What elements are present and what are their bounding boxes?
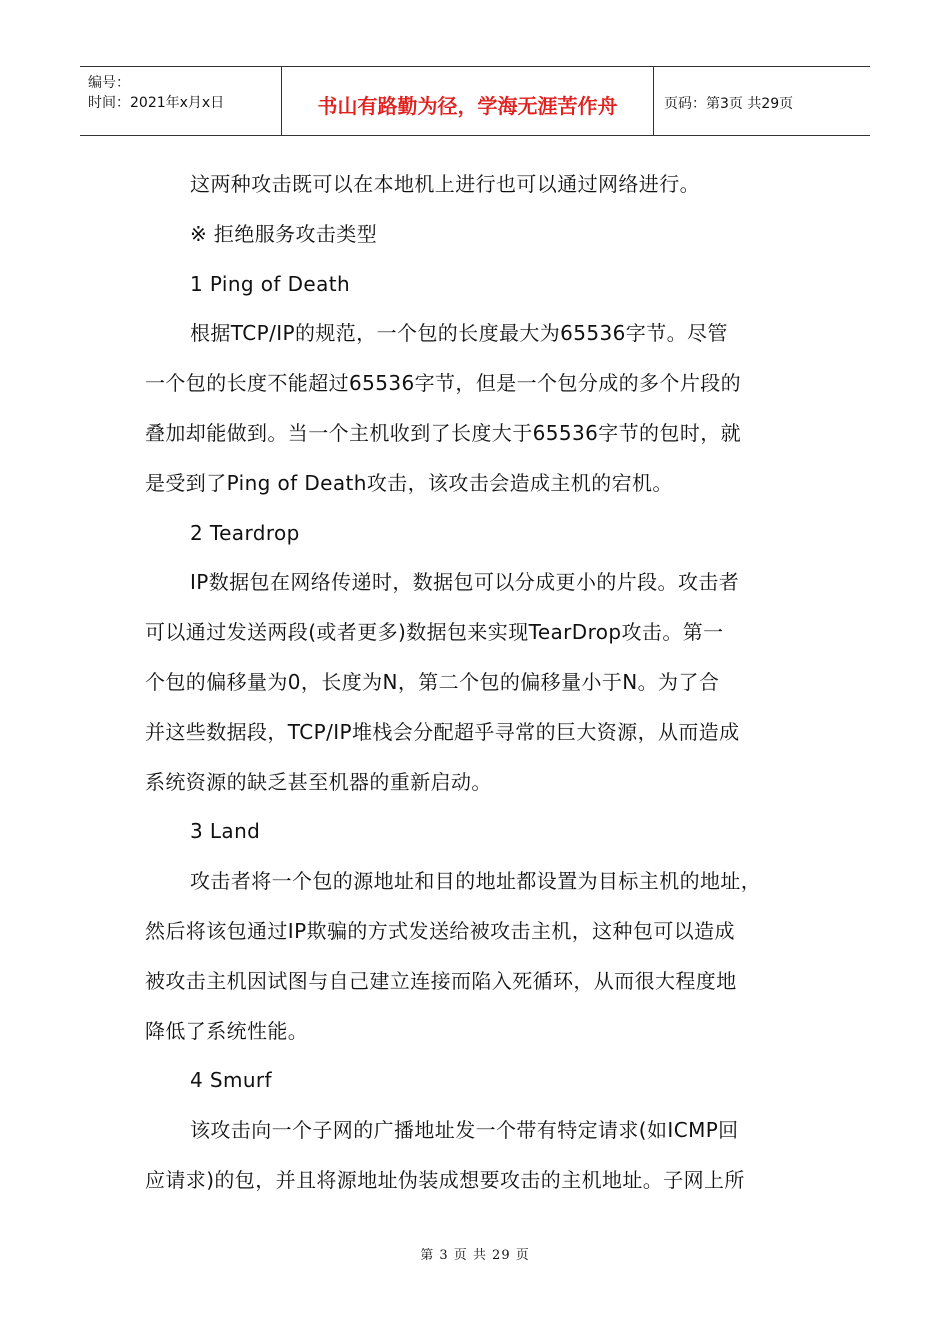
subsection-heading: 2 Teardrop [190, 520, 300, 545]
document-number-label: 编号： [88, 75, 130, 91]
body-line: 系统资源的缺乏甚至机器的重新启动。 [145, 769, 492, 794]
subsection-heading: 3 Land [190, 819, 261, 844]
page-footer: 第 3 页 共 29 页 [420, 1248, 530, 1263]
body-line: 被攻击主机因试图与自己建立连接而陷入死循环，从而很大程度地 [145, 968, 737, 993]
subsection-heading: 1 Ping of Death [190, 271, 351, 296]
body-line: 并这些数据段，TCP/IP堆栈会分配超乎寻常的巨大资源，从而造成 [145, 719, 740, 744]
body-line: 根据TCP/IP的规范，一个包的长度最大为65536字节。尽管 [190, 321, 728, 346]
body-line: 攻击者将一个包的源地址和目的地址都设置为目标主机的地址， [190, 869, 762, 894]
body-line: 个包的偏移量为0，长度为N，第二个包的偏移量小于N。为了合 [145, 669, 720, 694]
body-line: 叠加却能做到。当一个主机收到了长度大于65536字节的包时，就 [145, 420, 742, 445]
page-header [80, 66, 870, 136]
subsection-heading: 4 Smurf [190, 1068, 272, 1093]
header-motto: 书山有路勤为径，学海无涯苦作舟 [282, 67, 654, 135]
body-line: 一个包的长度不能超过65536字节，但是一个包分成的多个片段的 [145, 371, 742, 396]
document-body [145, 160, 810, 1206]
body-line: 降低了系统性能。 [145, 1018, 309, 1043]
body-line: 是受到了Ping of Death攻击，该攻击会造成主机的宕机。 [145, 470, 673, 495]
body-line: 应请求)的包，并且将源地址伪装成想要攻击的主机地址。子网上所 [145, 1167, 745, 1192]
body-line: 该攻击向一个子网的广播地址发一个带有特定请求(如ICMP回 [190, 1118, 739, 1143]
body-line: 可以通过发送两段(或者更多)数据包来实现TearDrop攻击。第一 [145, 620, 724, 645]
section-heading: ※ 拒绝服务攻击类型 [190, 221, 378, 246]
body-line: IP数据包在网络传递时，数据包可以分成更小的片段。攻击者 [190, 570, 740, 595]
header-page-number: 页码：第3页 共29页 [664, 96, 794, 112]
header-meta [80, 67, 282, 135]
document-date: 时间：2021年x月x日 [88, 95, 225, 111]
body-line: 然后将该包通过IP欺骗的方式发送给被攻击主机，这种包可以造成 [145, 918, 735, 943]
body-line: 这两种攻击既可以在本地机上进行也可以通过网络进行。 [190, 172, 700, 196]
